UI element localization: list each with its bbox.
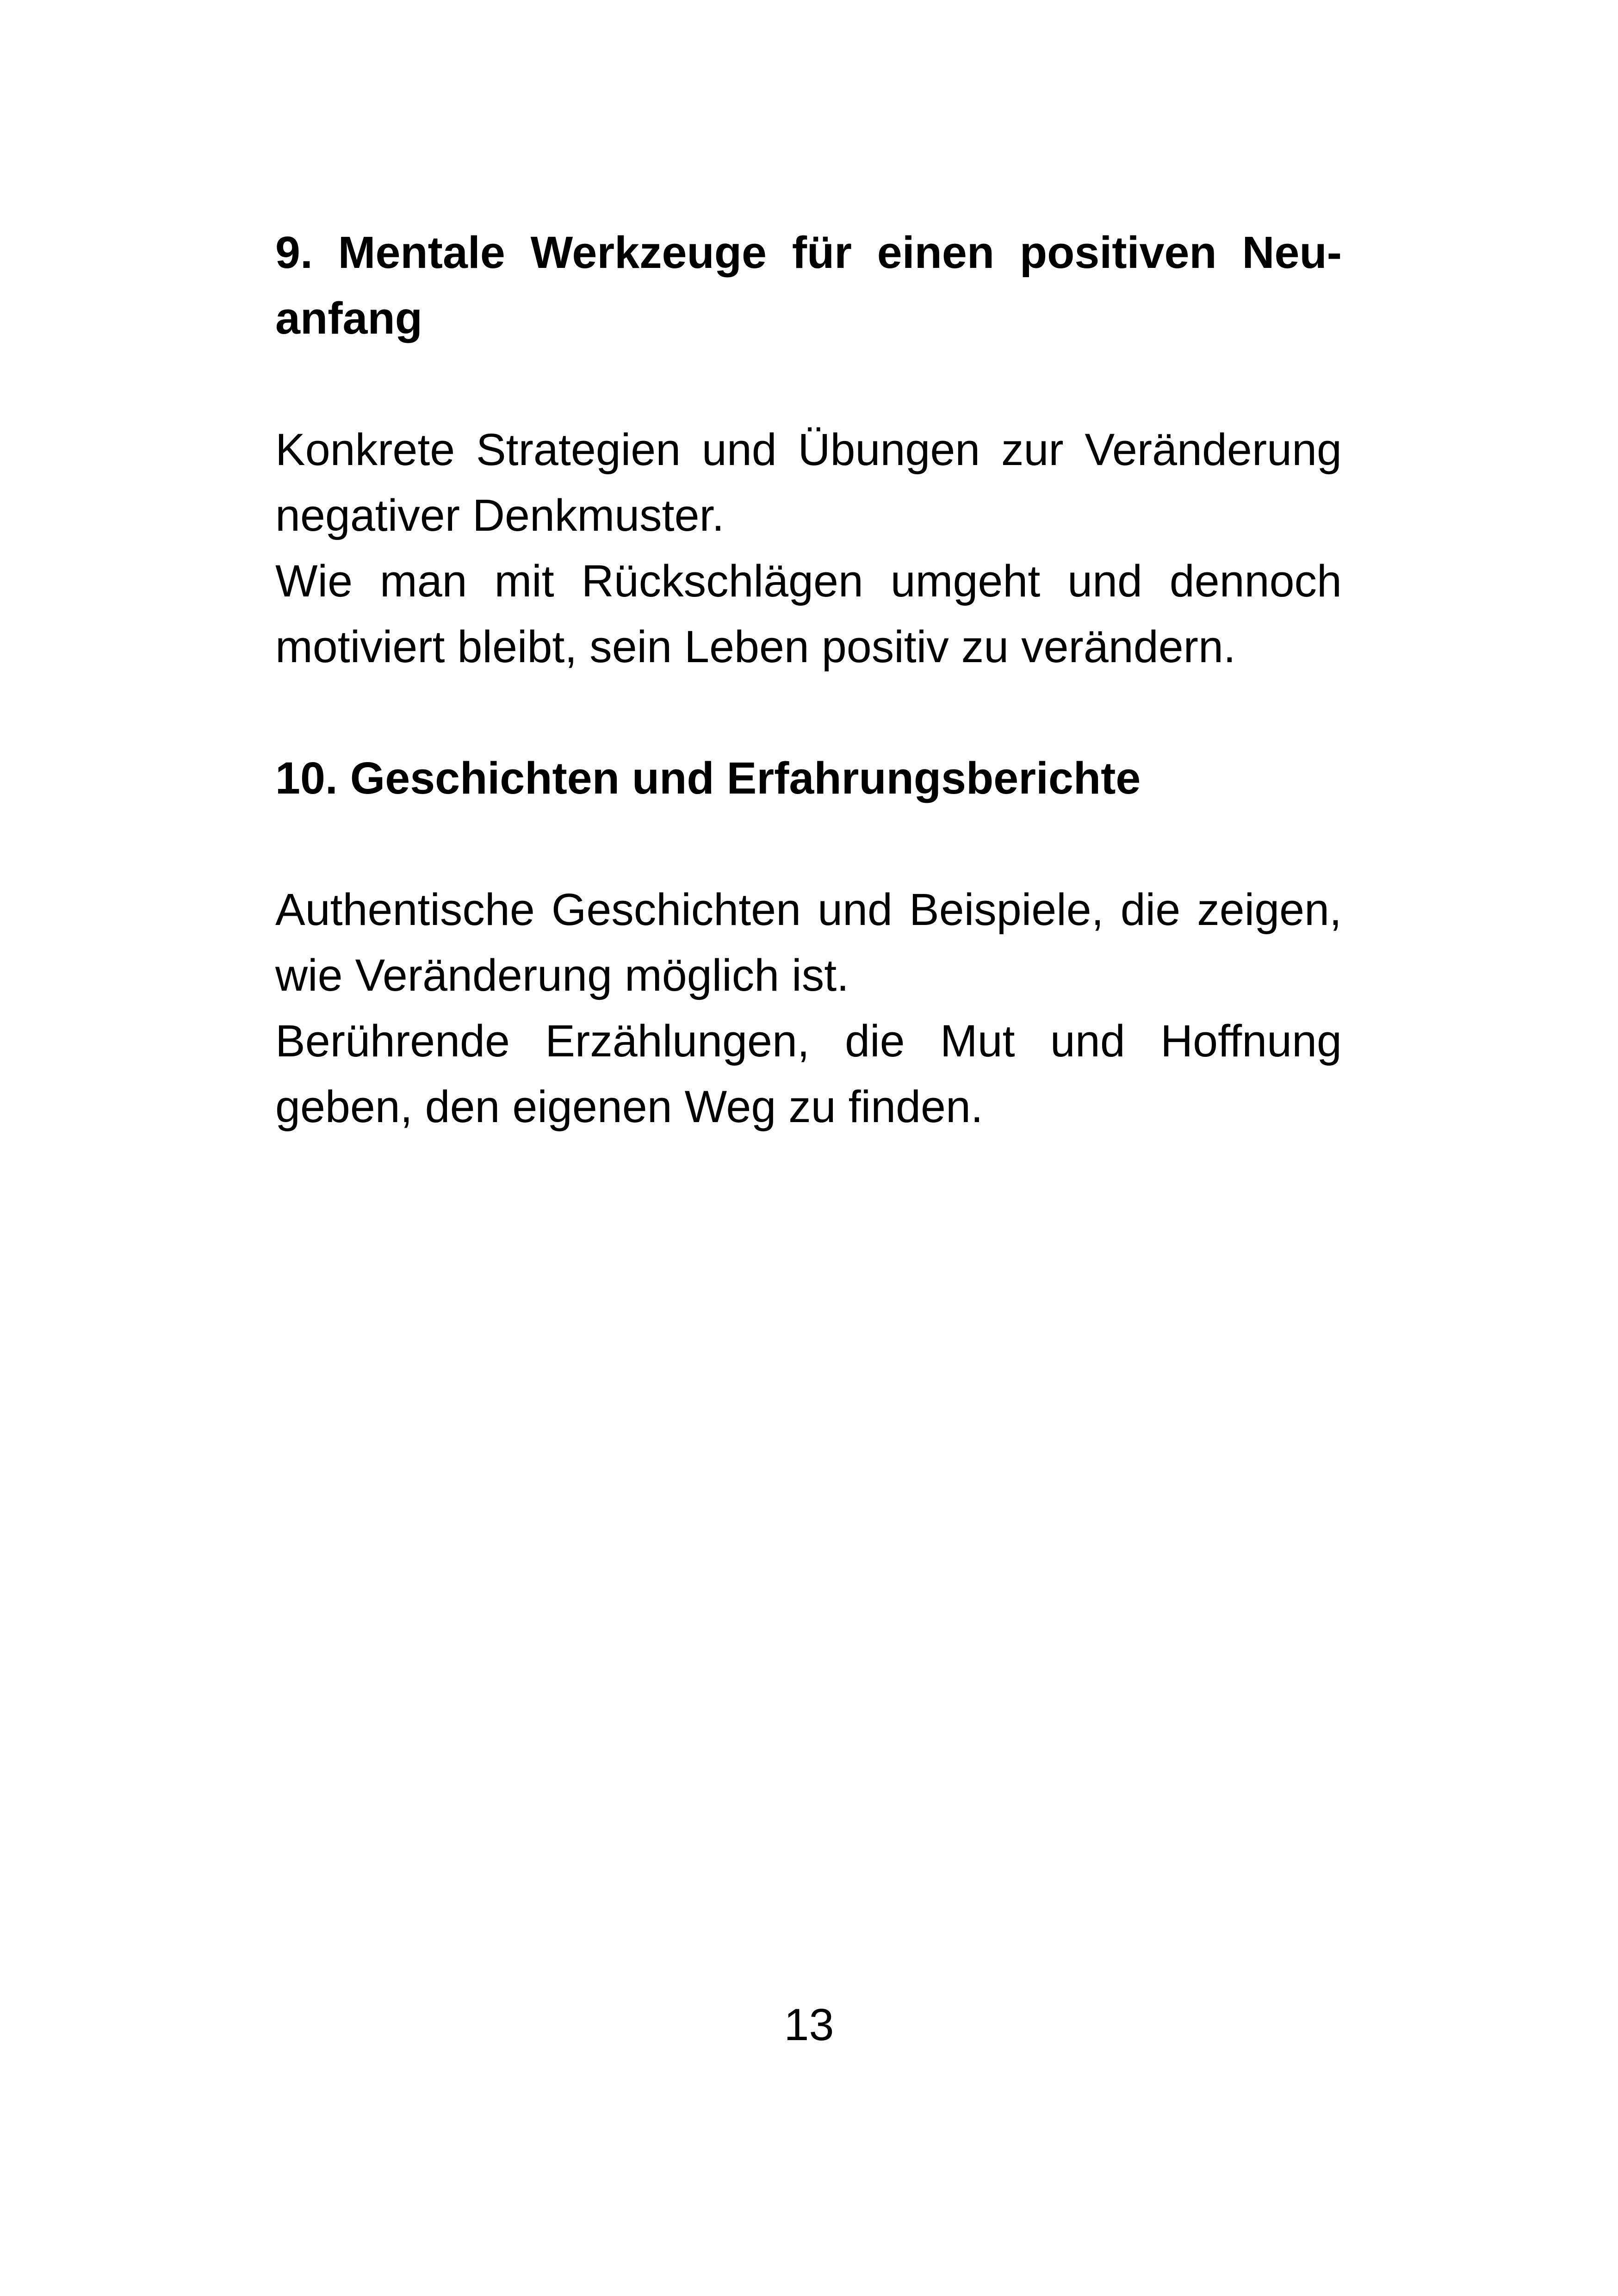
- page-content: [275, 220, 1342, 1140]
- spacer: [275, 680, 1342, 745]
- section-10-paragraph-1: Authentische Geschichten und Beispiele, die zeigen, wie Veränderung möglich ist.: [275, 884, 1342, 1000]
- section-9-paragraph-2: Wie man mit Rückschlägen umgeht und dennoch motiviert bleibt, sein Leben positiv zu verändern.: [275, 556, 1342, 672]
- section-10-paragraph-2: Berührende Erzählungen, die Mut und Hoffnung geben, den eigenen Weg zu finden.: [275, 1016, 1342, 1132]
- section-9-heading: 9. Mentale Werkzeuge für einen positiven Neu-anfang: [275, 227, 1342, 343]
- spacer: [275, 351, 1342, 417]
- spacer: [275, 811, 1342, 877]
- section-10-heading: 10. Geschichten und Erfahrungsberichte: [275, 753, 1141, 803]
- section-9-paragraph-1: Konkrete Strategien und Übungen zur Veränderung negativer Denkmuster.: [275, 424, 1342, 540]
- page-number: 13: [784, 1999, 834, 2050]
